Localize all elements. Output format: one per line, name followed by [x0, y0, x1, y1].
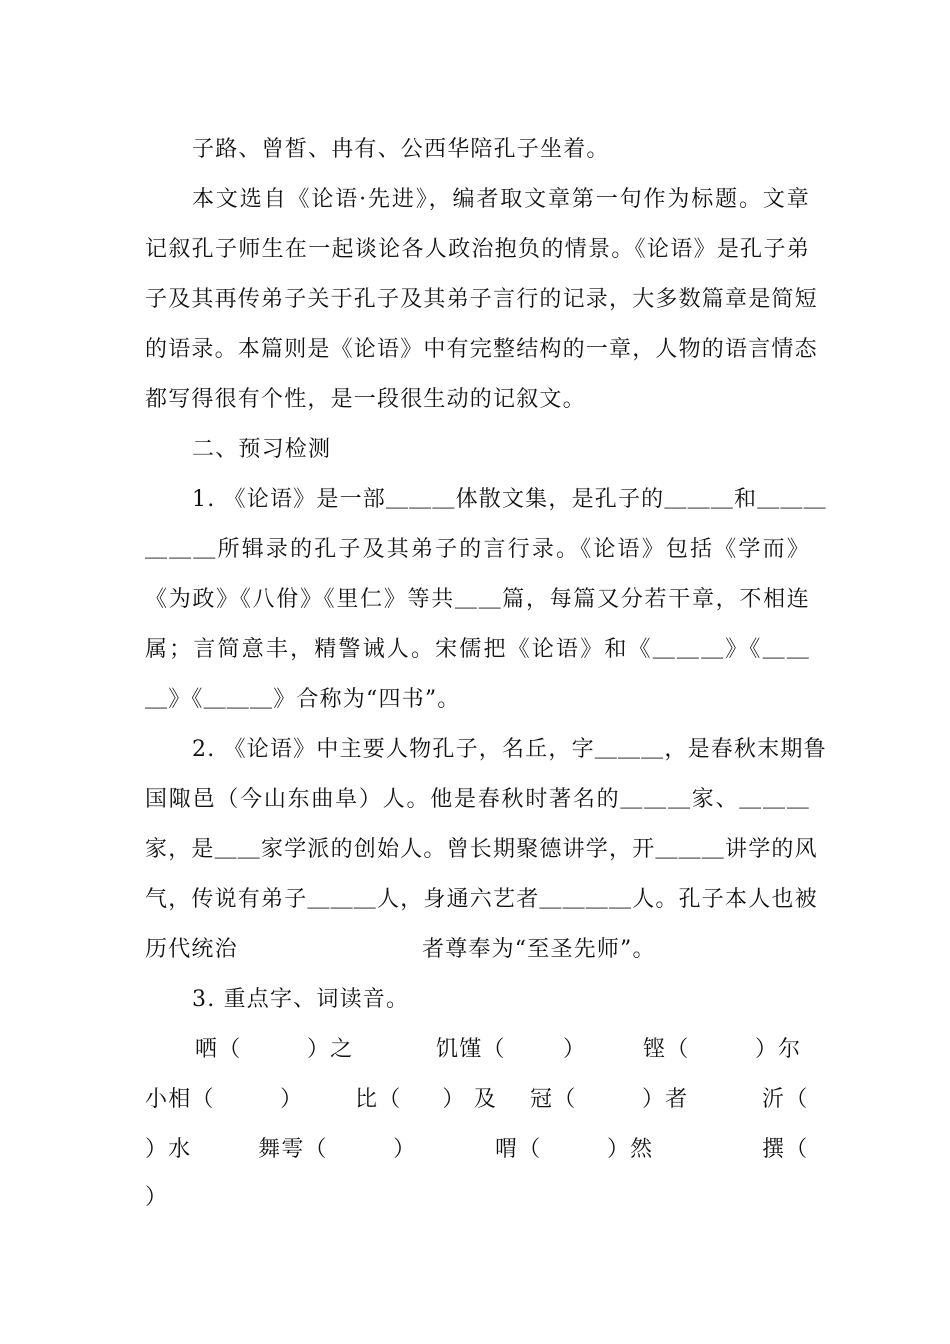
question2-line-5-right: 者尊奉为“至圣先师”。	[422, 937, 656, 962]
pron-item-guan: 冠（ ）者	[530, 1087, 689, 1112]
intro-line: 子路、曾皙、冉有、公西华陪孔子坐着。	[192, 137, 610, 162]
about-line-1: 本文选自《论语·先进》，编者取文章第一句作为标题。文章	[192, 187, 810, 212]
about-line-2: 记叙孔子师生在一起谈论各人政治抱负的情景。《论语》是孔子弟	[145, 237, 810, 262]
question2-line-5-left: 历代统治	[145, 937, 238, 962]
question1-line-5: ＿》《＿＿＿》合称为“四书”。	[145, 687, 461, 712]
question2-line-2: 国陬邑（今山东曲阜）人。他是春秋时著名的＿＿＿家、＿＿＿	[145, 787, 810, 812]
pron-item-shen: 哂（ ）之	[195, 1037, 354, 1062]
question1-line-2: ＿＿＿所辑录的孔子及其弟子的言行录。《论语》包括《学而》	[145, 537, 810, 562]
pron-item-zhuan: 撰（	[762, 1137, 809, 1162]
question1-line-3: 《为政》《八佾》《里仁》等共＿＿篇，每篇又分若干章，不相连	[145, 587, 810, 612]
question2-line-4: 气，传说有弟子＿＿＿人，身通六艺者＿＿＿＿人。孔子本人也被	[145, 887, 818, 912]
question2-line-1: 2. 《论语》中主要人物孔子，名丘，字＿＿＿，是春秋末期鲁	[192, 737, 827, 762]
about-line-4: 的语录。本篇则是《论语》中有完整结构的一章，人物的语言情态	[145, 337, 818, 362]
about-line-3: 子及其再传弟子关于孔子及其弟子言行的记录，大多数篇章是简短	[145, 287, 818, 312]
question1-line-4: 属；言简意丰，精警诫人。宋儒把《论语》和《＿＿＿》《＿＿	[145, 637, 810, 662]
pron-item-keng: 铿（ ）尔	[643, 1037, 802, 1062]
pron-item-xiaoxiang: 小相（ ）	[145, 1087, 304, 1112]
pron-item-wuyu: 舞雩（ ）	[258, 1137, 417, 1162]
pron-item-yi: 沂（	[762, 1087, 809, 1112]
pron-item-kui: 喟（ ）然	[495, 1137, 654, 1162]
question3-title: 3. 重点字、词读音。	[192, 987, 410, 1012]
about-line-5: 都写得很有个性，是一段很生动的记叙文。	[145, 387, 586, 412]
section-heading: 二、预习检测	[192, 437, 332, 462]
pron-item-jijin: 饥馑（ ）	[436, 1037, 587, 1062]
question2-line-3: 家，是＿＿家学派的创始人。曾长期聚德讲学，开＿＿＿讲学的风	[145, 837, 818, 862]
pron-item-yi-cont: ）水	[145, 1137, 192, 1162]
pron-item-bi: 比（ ） 及	[355, 1087, 497, 1112]
question1-line-1: 1. 《论语》是一部＿＿＿体散文集，是孔子的＿＿＿和＿＿＿	[192, 487, 827, 512]
pron-item-zhuan-cont: ）	[145, 1185, 169, 1210]
